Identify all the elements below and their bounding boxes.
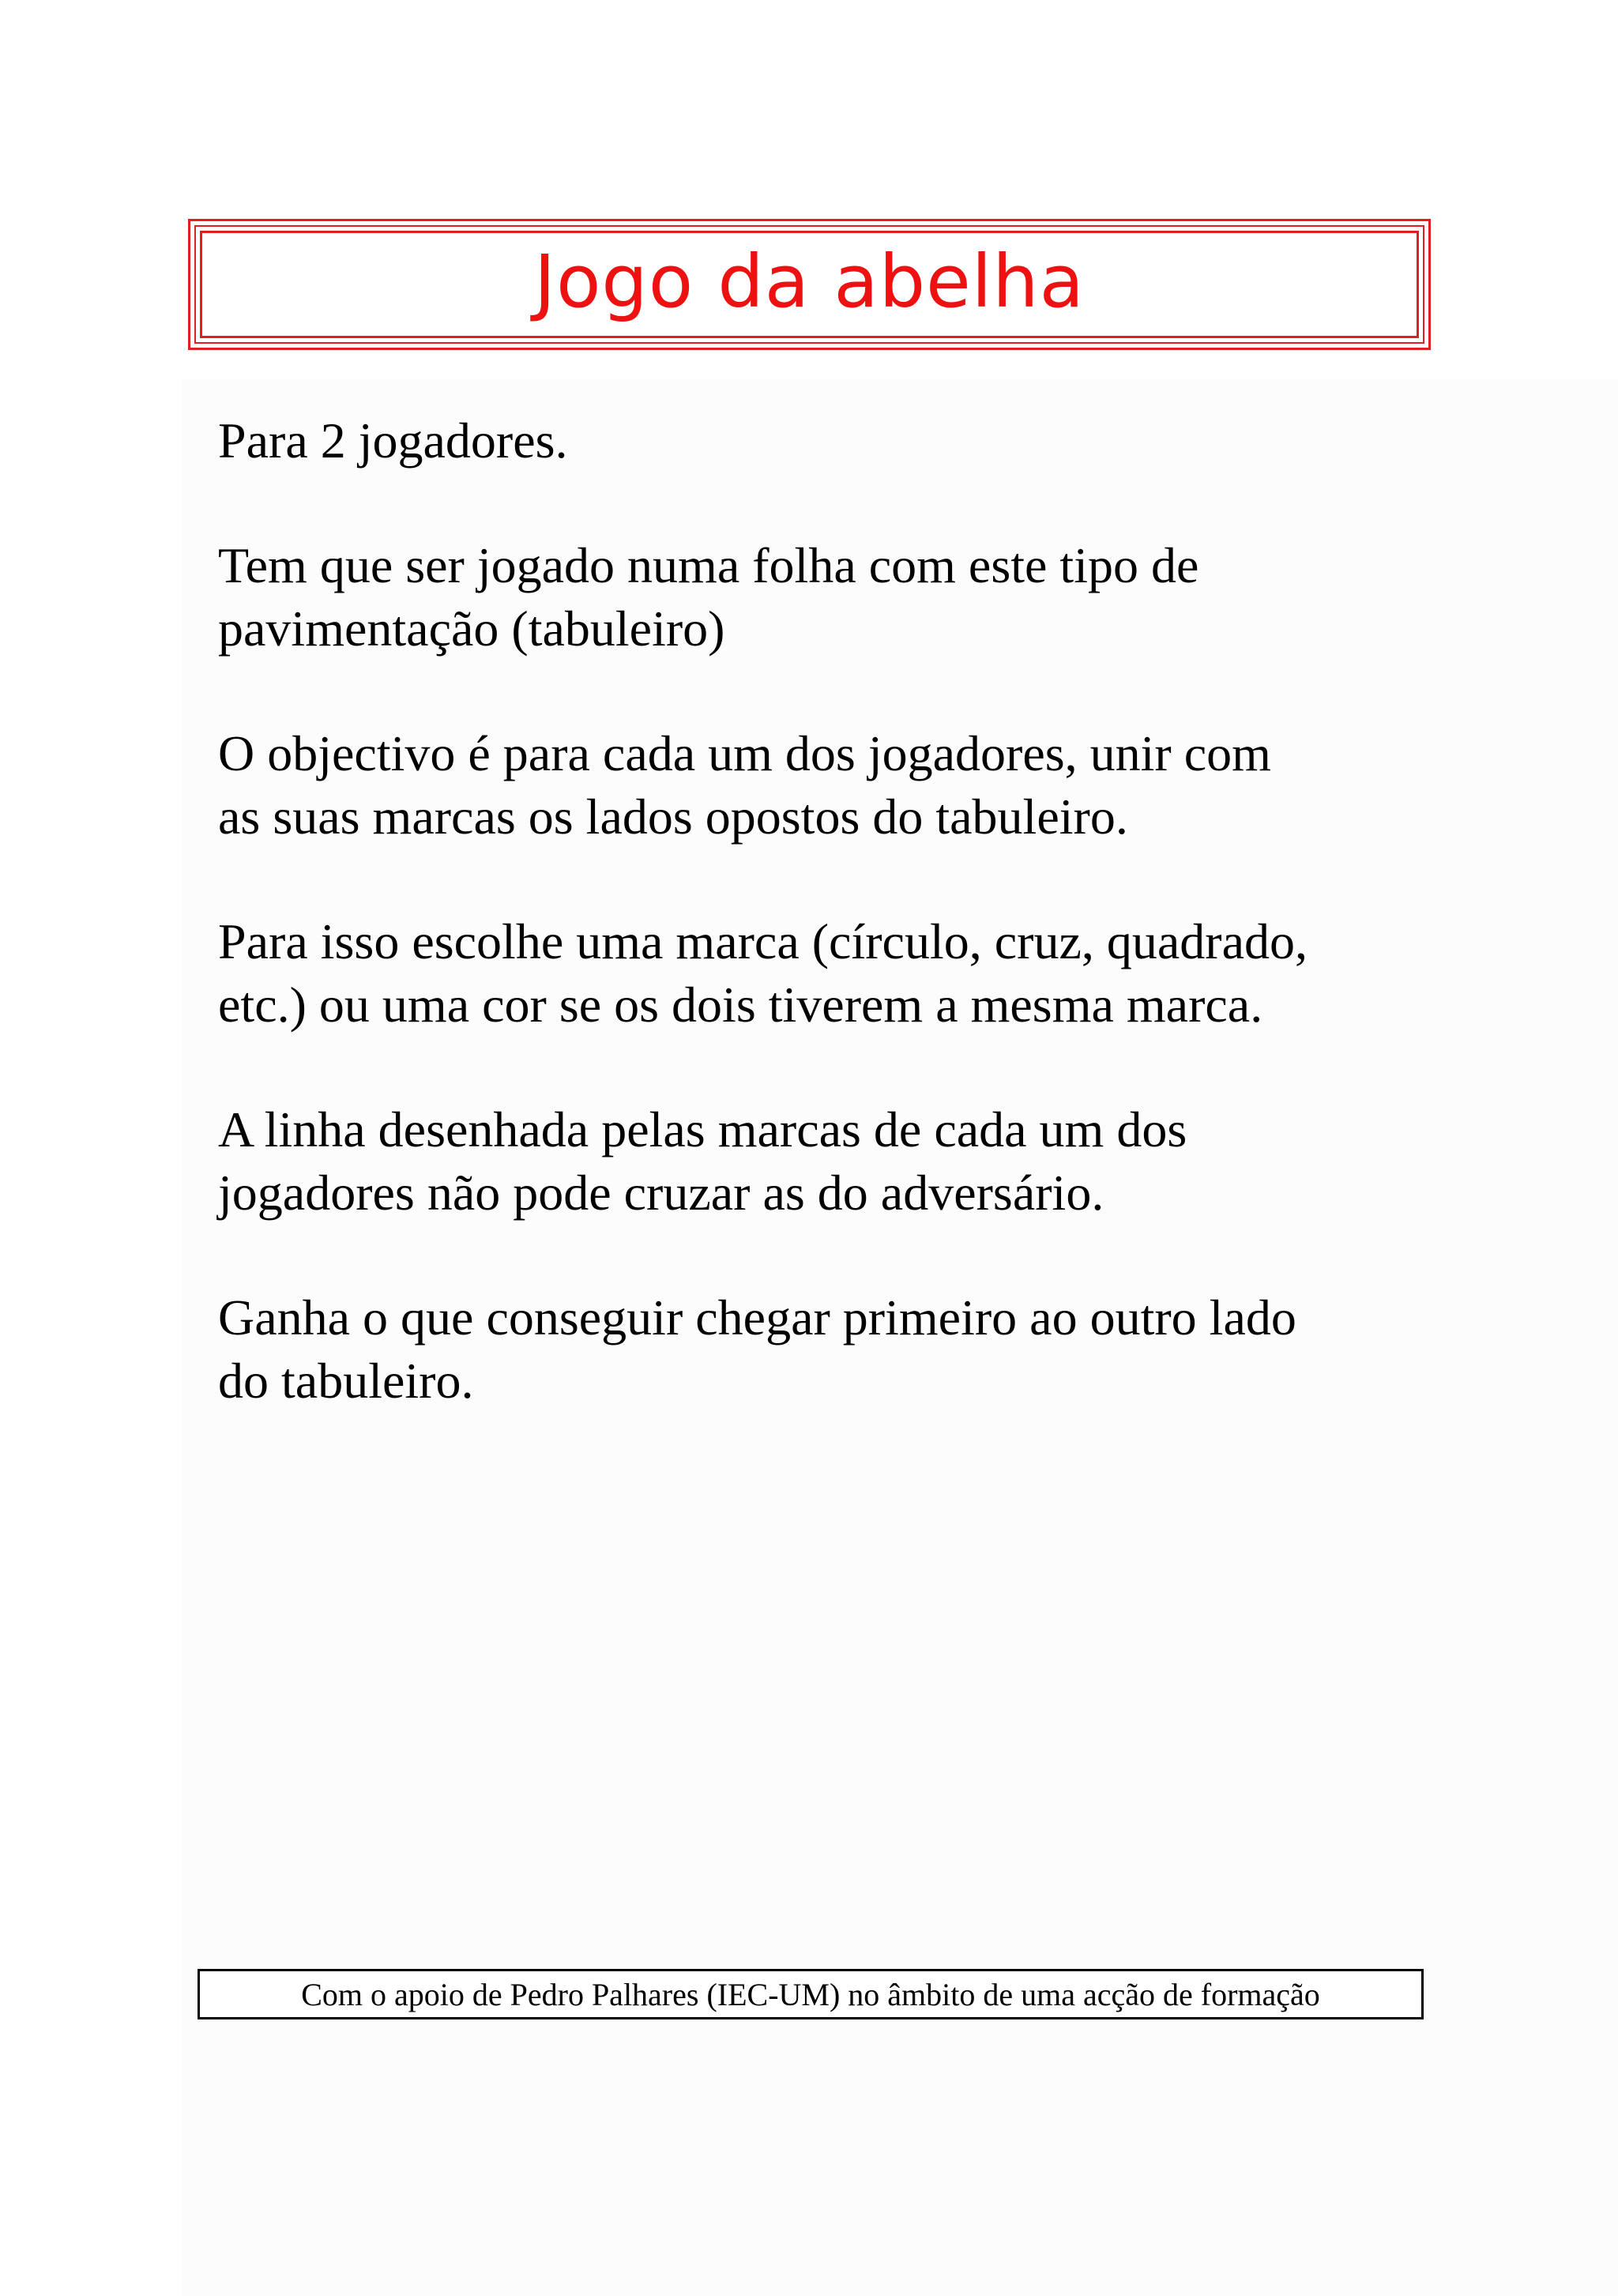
text-line: Para isso escolhe uma marca (círculo, cruz, quadrado,	[218, 913, 1308, 969]
paragraph-line-rule	[218, 1098, 1451, 1225]
text-line: Tem que ser jogado numa folha com este tipo de	[218, 537, 1199, 593]
paragraph-winner	[218, 1286, 1451, 1413]
text-line: as suas marcas os lados opostos do tabuleiro.	[218, 789, 1128, 845]
footer-credit: Com o apoio de Pedro Palhares (IEC-UM) no âmbito de uma acção de formação	[301, 1976, 1320, 2012]
paragraph-marks	[218, 910, 1451, 1037]
paragraph-objective	[218, 722, 1451, 849]
title-frame	[188, 219, 1431, 350]
paragraph-players	[218, 409, 1451, 472]
text-line: O objectivo é para cada um dos jogadores, unir com	[218, 725, 1271, 781]
title-frame-innermost	[200, 231, 1419, 338]
rules-text	[218, 409, 1451, 1474]
text-line: etc.) ou uma cor se os dois tiverem a mesma marca.	[218, 977, 1263, 1033]
text-line: pavimentação (tabuleiro)	[218, 600, 725, 657]
page-title: Jogo da abelha	[534, 239, 1085, 324]
footer-credit-box	[198, 1969, 1424, 2019]
text-line: Para 2 jogadores.	[218, 412, 568, 469]
paragraph-board	[218, 534, 1451, 661]
text-line: do tabuleiro.	[218, 1353, 474, 1409]
text-line: Ganha o que conseguir chegar primeiro ao outro lado	[218, 1289, 1296, 1346]
text-line: jogadores não pode cruzar as do adversário.	[218, 1165, 1104, 1221]
text-line: A linha desenhada pelas marcas de cada um dos	[218, 1101, 1187, 1157]
title-frame-inner	[194, 225, 1424, 344]
